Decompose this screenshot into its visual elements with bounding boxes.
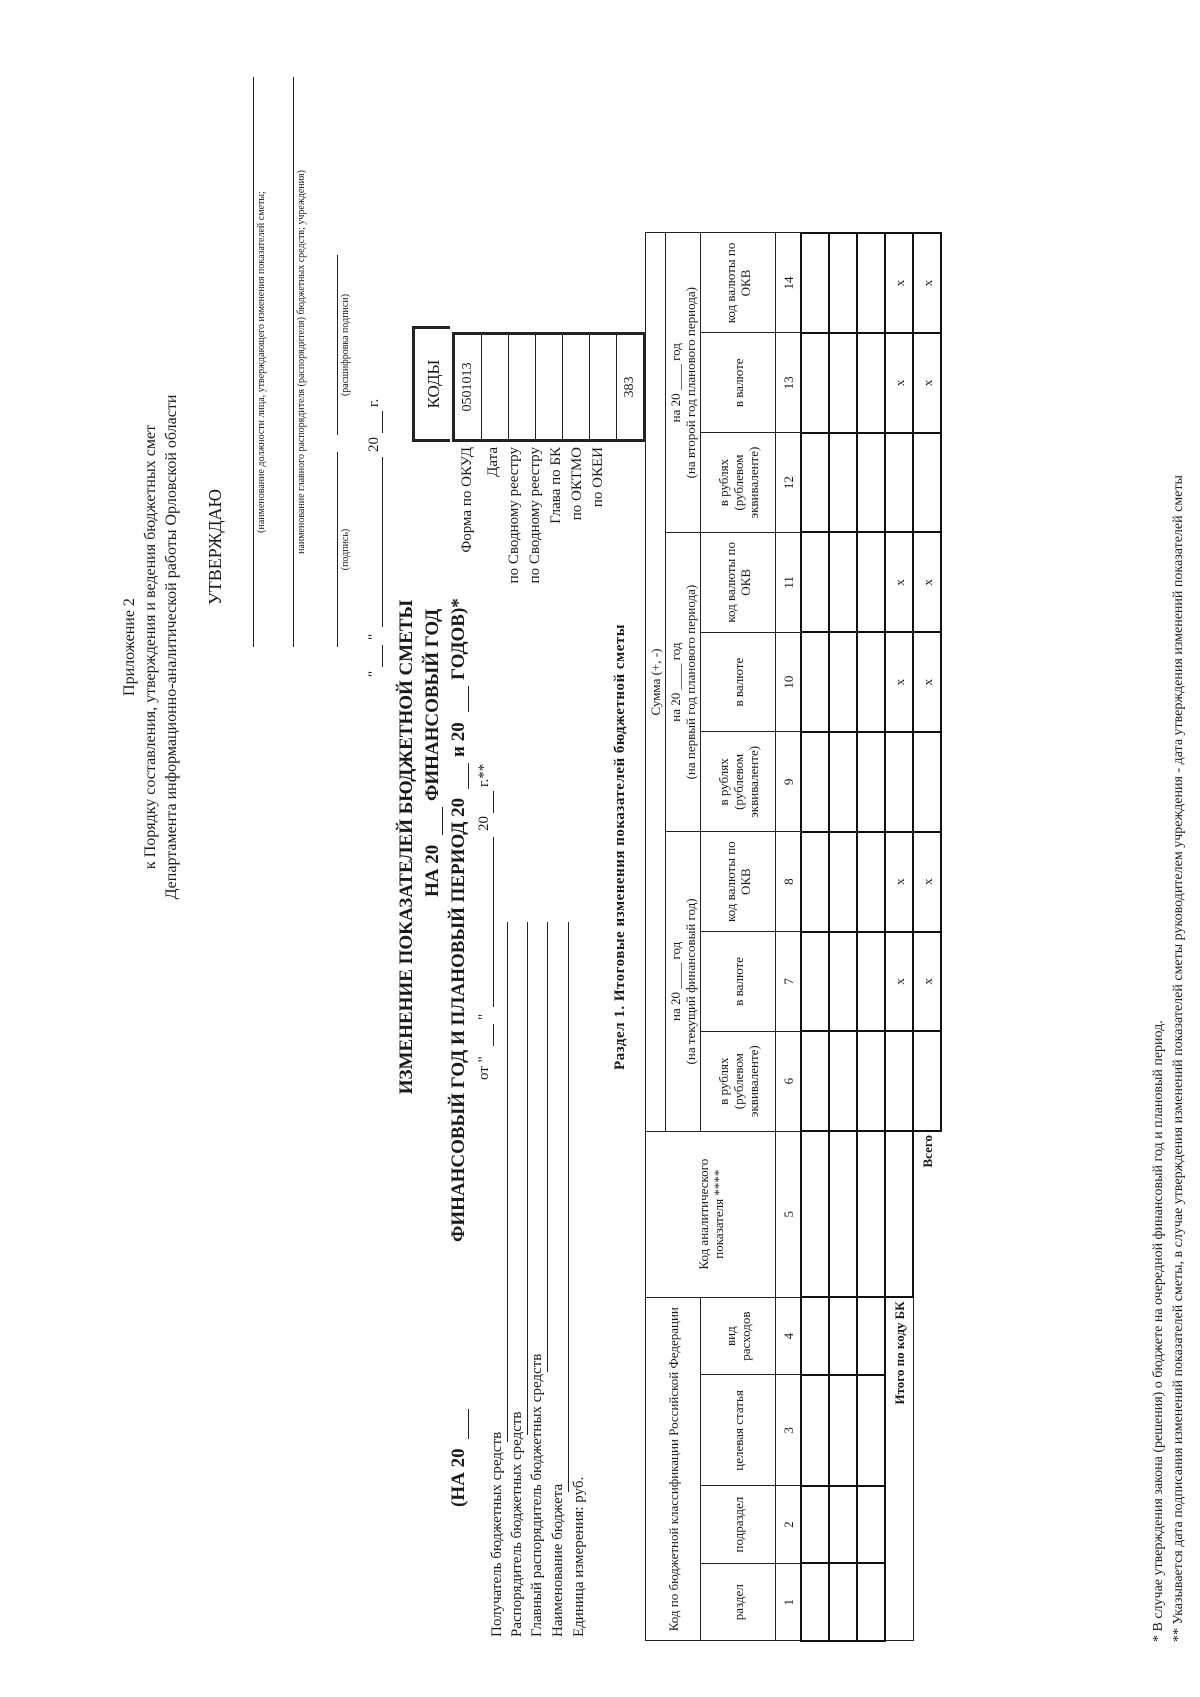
col-num: 3	[776, 1375, 802, 1486]
approve-label: УТВЕРЖДАЮ	[205, 488, 225, 606]
field-recipient: Получатель бюджетных средств	[489, 1431, 505, 1637]
cell[interactable]	[857, 632, 885, 732]
official-caption: (наименование должности лица, утверждающего изменения показателей сметы;	[256, 191, 267, 533]
col-podrazdel: подраздел	[701, 1486, 776, 1564]
year-3-header	[666, 233, 701, 532]
col-y2-okv: код валюты по ОКВ	[701, 532, 776, 632]
col-y2-currency: в валюте	[701, 632, 776, 732]
year-3-subtitle: (на второй год планового периода)	[683, 287, 698, 479]
cell[interactable]	[857, 1297, 885, 1375]
table-row	[829, 233, 857, 1641]
sum-header: Сумма (+, -)	[646, 233, 666, 1131]
title-date-ot: от "	[476, 1056, 492, 1080]
cell[interactable]	[801, 233, 829, 333]
approval-day-line[interactable]	[382, 645, 383, 667]
cell[interactable]	[829, 932, 857, 1032]
document-title: ИЗМЕНЕНИЕ ПОКАЗАТЕЛЕЙ БЮДЖЕТНОЙ СМЕТЫ	[396, 599, 417, 1095]
cell[interactable]	[801, 1486, 829, 1564]
cell[interactable]	[885, 1031, 913, 1131]
title-month-line[interactable]	[493, 837, 494, 1007]
cell[interactable]	[829, 433, 857, 533]
col-num: 6	[776, 1031, 802, 1131]
cell[interactable]	[829, 333, 857, 433]
col-num: 13	[776, 333, 802, 433]
cell[interactable]	[885, 732, 913, 832]
bk-header: Код по бюджетной классификации Российской Федерации	[646, 1297, 701, 1641]
code-registry-1[interactable]	[509, 334, 536, 441]
field-budget-name: Наименование бюджета	[550, 1483, 566, 1637]
cell[interactable]	[829, 532, 857, 632]
cell[interactable]	[801, 1375, 829, 1486]
title-year-prefix: НА 20	[422, 844, 443, 897]
signature-line[interactable]	[337, 452, 338, 647]
official-line[interactable]	[253, 77, 254, 647]
cell[interactable]	[829, 1486, 857, 1564]
x-mark: x	[913, 532, 941, 632]
cell[interactable]	[857, 233, 885, 333]
signature-caption: (подпись)	[340, 528, 351, 571]
approval-month-line[interactable]	[382, 457, 383, 627]
vsego-label: Всего	[920, 1135, 935, 1168]
cell[interactable]	[857, 433, 885, 533]
cell[interactable]	[829, 732, 857, 832]
col-expense-type: вид расходов	[701, 1297, 776, 1375]
footnote-2: ** Указывается дата подписания изменений показателей сметы, в случае утверждения изменений показателей сметы руководителем учреждения - дата утверждения изменений показателей сметы	[1171, 475, 1186, 1642]
x-mark: x	[885, 333, 913, 433]
cell[interactable]	[801, 632, 829, 732]
code-registry-2[interactable]	[536, 334, 563, 441]
title-period-year-line[interactable]	[468, 1409, 469, 1439]
code-okud[interactable]: 0501013	[454, 334, 482, 441]
cell[interactable]	[801, 333, 829, 433]
year-1-subtitle: (на текущий финансовый год)	[683, 898, 698, 1065]
code-chapter-bk[interactable]	[563, 334, 590, 441]
organization-caption: наименование главного распорядителя (распорядителя) бюджетных средств; учреждения)	[296, 170, 307, 554]
decoding-caption: (расшифровка подписи)	[340, 293, 351, 397]
cell[interactable]	[885, 1131, 913, 1297]
approval-year-prefix: 20	[366, 437, 382, 452]
title-period-prefix: (НА 20	[448, 1448, 469, 1507]
title-plan-year1-line[interactable]	[468, 763, 469, 789]
cell[interactable]	[801, 832, 829, 932]
cell[interactable]	[913, 433, 941, 533]
cell[interactable]	[857, 1131, 885, 1297]
col-num: 12	[776, 433, 802, 533]
footnote-1: * В случае утверждения закона (решения) о бюджете на очередной финансовый год и плановый период.	[1151, 1020, 1166, 1642]
year-2-header	[666, 532, 701, 831]
appendix-line-2: к Порядку составления, утверждения и ведения бюджетных смет	[142, 424, 159, 870]
cell[interactable]	[829, 832, 857, 932]
field-budget-name-line[interactable]	[568, 922, 569, 1492]
cell[interactable]	[857, 1486, 885, 1564]
col-num: 9	[776, 732, 802, 832]
cell[interactable]	[857, 1563, 885, 1641]
vsego-row	[913, 233, 941, 1641]
title-financial-year: ФИНАНСОВЫЙ ГОД	[422, 608, 443, 801]
field-chief-manager: Главный распорядитель бюджетных средств	[529, 1353, 545, 1637]
x-mark: x	[885, 932, 913, 1032]
approval-year-suffix: г.	[366, 398, 382, 407]
cell[interactable]	[801, 1563, 829, 1641]
x-mark: x	[885, 532, 913, 632]
title-date-year: 20	[476, 816, 492, 831]
x-mark: x	[913, 932, 941, 1032]
itogo-label: Итого по коду БК	[885, 1297, 913, 1641]
field-recipient-line[interactable]	[507, 922, 508, 1442]
label-okud: Форма по ОКУД	[459, 447, 475, 553]
title-years-suffix: ГОДОВ)*	[448, 598, 469, 680]
year-1-header	[666, 832, 701, 1131]
col-target-article: целевая статья	[701, 1375, 776, 1486]
x-mark: x	[913, 233, 941, 333]
cell[interactable]	[857, 832, 885, 932]
cell[interactable]	[885, 433, 913, 533]
col-num: 10	[776, 632, 802, 732]
code-okei[interactable]: 383	[617, 334, 645, 441]
cell[interactable]	[857, 732, 885, 832]
title-day-line[interactable]	[493, 1024, 494, 1046]
field-chief-manager-line[interactable]	[547, 922, 548, 1372]
cell[interactable]	[801, 1297, 829, 1375]
col-y1-okv: код валюты по ОКВ	[701, 832, 776, 932]
year-1-title: на 20 ____ год	[668, 941, 683, 1022]
col-y1-rub: в рублях (рублевом эквиваленте)	[701, 1031, 776, 1131]
title-year-line[interactable]	[442, 807, 443, 835]
title-and-20: и 20	[448, 722, 469, 757]
cell[interactable]	[829, 1375, 857, 1486]
x-mark: x	[913, 832, 941, 932]
column-number-row	[776, 233, 802, 1641]
year-2-title: на 20 ____ год	[668, 642, 683, 722]
decoding-line[interactable]	[337, 255, 338, 435]
col-num: 2	[776, 1486, 802, 1564]
x-mark: x	[885, 233, 913, 333]
label-oktmo: по ОКТМО	[569, 447, 585, 521]
x-mark: x	[885, 632, 913, 732]
col-num: 1	[776, 1563, 802, 1641]
cell[interactable]	[857, 1031, 885, 1131]
year-3-title: на 20 ____ год	[668, 343, 683, 423]
cell[interactable]	[829, 1031, 857, 1131]
itogo-row	[885, 233, 913, 1641]
codes-header: КОДЫ	[412, 326, 450, 442]
table-row	[801, 233, 829, 1641]
cell[interactable]	[801, 1031, 829, 1131]
cell[interactable]	[913, 732, 941, 832]
col-y3-okv: код валюты по ОКВ	[701, 233, 776, 333]
section-1-title: Раздел 1. Итоговые изменения показателей бюджетной сметы	[612, 624, 628, 1070]
field-unit: Единица измерения: руб.	[571, 1476, 587, 1637]
x-mark: x	[885, 832, 913, 932]
col-y1-currency: в валюте	[701, 932, 776, 1032]
appendix-label: Приложение 2	[121, 598, 138, 696]
title-date-year-line[interactable]	[493, 791, 494, 813]
x-mark: x	[913, 333, 941, 433]
label-date: Дата	[485, 447, 501, 477]
cell[interactable]	[801, 932, 829, 1032]
cell[interactable]	[829, 632, 857, 732]
cell[interactable]	[801, 532, 829, 632]
col-y3-currency: в валюте	[701, 333, 776, 433]
title-date-g: г.**	[476, 763, 492, 787]
cell[interactable]	[829, 233, 857, 333]
cell[interactable]	[801, 1131, 829, 1297]
label-registry-2: по Сводному реестру	[527, 447, 543, 584]
col-num: 7	[776, 932, 802, 1032]
table-row	[857, 233, 885, 1641]
col-razdel: раздел	[701, 1563, 776, 1641]
cell[interactable]	[829, 1131, 857, 1297]
cell[interactable]	[857, 532, 885, 632]
label-registry-1: по Сводному реестру	[506, 447, 522, 584]
approval-date-quote-close: "	[366, 633, 382, 640]
organization-line[interactable]	[293, 77, 294, 647]
field-manager: Распорядитель бюджетных средств	[509, 1411, 525, 1637]
cell[interactable]	[857, 932, 885, 1032]
title-plan-year2-line[interactable]	[468, 686, 469, 712]
cell[interactable]	[801, 433, 829, 533]
cell[interactable]	[857, 333, 885, 433]
cell[interactable]	[857, 1375, 885, 1486]
col-num: 14	[776, 233, 802, 333]
analytic-header: Код аналитического показателя ****	[646, 1131, 776, 1297]
cell[interactable]	[801, 732, 829, 832]
col-num: 4	[776, 1297, 802, 1375]
col-num: 8	[776, 832, 802, 932]
x-mark: x	[913, 632, 941, 732]
summary-table	[645, 232, 942, 1642]
label-okei: по ОКЕИ	[590, 447, 606, 508]
appendix-line-3: Департамента информационно-аналитической работы Орловской области	[163, 394, 180, 900]
title-period-text: ФИНАНСОВЫЙ ГОД И ПЛАНОВЫЙ ПЕРИОД 20	[448, 797, 469, 1242]
col-y3-rub: в рублях (рублевом эквиваленте)	[701, 433, 776, 533]
title-date-quote: "	[476, 1013, 492, 1020]
col-y2-rub: в рублях (рублевом эквиваленте)	[701, 732, 776, 832]
code-date[interactable]	[482, 334, 509, 441]
cell[interactable]	[913, 1031, 941, 1131]
label-chapter-bk: Глава по БК	[548, 447, 564, 524]
year-2-subtitle: (на первый год планового периода)	[683, 584, 698, 780]
col-num: 11	[776, 532, 802, 632]
col-num: 5	[776, 1131, 802, 1297]
cell[interactable]	[829, 1563, 857, 1641]
approval-year-line[interactable]	[382, 411, 383, 433]
cell[interactable]	[829, 1297, 857, 1375]
approval-date-quote-open: "	[366, 670, 382, 677]
